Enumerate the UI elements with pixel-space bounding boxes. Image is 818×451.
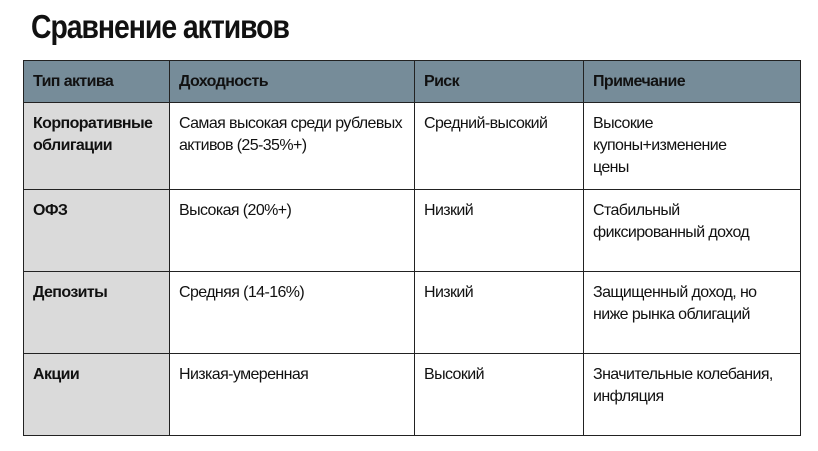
header-yield: Доходность — [170, 61, 415, 103]
cell-asset-type: ОФЗ — [24, 190, 170, 272]
cell-risk: Высокий — [415, 354, 584, 436]
table-row — [24, 272, 801, 354]
cell-yield: Самая высокая среди рублевых активов (25-35%+) — [170, 103, 415, 190]
cell-note: Значительные колебания, инфляция — [584, 354, 801, 436]
cell-yield: Низкая-умеренная — [170, 354, 415, 436]
header-risk: Риск — [415, 61, 584, 103]
table-header-row — [24, 61, 801, 103]
cell-risk: Средний-высокий — [415, 103, 584, 190]
table-row — [24, 354, 801, 436]
cell-asset-type: Корпоративные облигации — [24, 103, 170, 190]
cell-asset-type: Депозиты — [24, 272, 170, 354]
header-asset-type: Тип актива — [24, 61, 170, 103]
cell-yield: Средняя (14-16%) — [170, 272, 415, 354]
page-title: Сравнение активов — [31, 8, 289, 45]
cell-yield: Высокая (20%+) — [170, 190, 415, 272]
cell-risk: Низкий — [415, 190, 584, 272]
table-row — [24, 190, 801, 272]
header-note: Примечание — [584, 61, 801, 103]
cell-note: Высокие купоны+изменение цены — [584, 103, 801, 190]
cell-note: Защищенный доход, но ниже рынка облигаций — [584, 272, 801, 354]
cell-note: Стабильный фиксированный доход — [584, 190, 801, 272]
cell-risk: Низкий — [415, 272, 584, 354]
cell-asset-type: Акции — [24, 354, 170, 436]
table-row — [24, 103, 801, 190]
asset-comparison-table — [23, 60, 801, 436]
